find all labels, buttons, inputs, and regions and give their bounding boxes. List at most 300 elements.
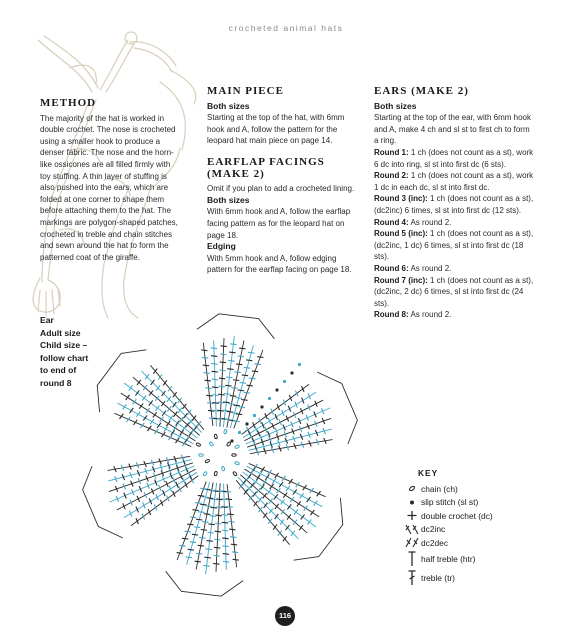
double-crochet-mark — [236, 398, 242, 399]
key-item-half-treble: half treble (htr) — [404, 550, 493, 569]
double-crochet-mark — [242, 375, 248, 376]
double-crochet-mark — [204, 373, 210, 374]
double-crochet-mark — [215, 515, 221, 516]
double-crochet-mark — [210, 507, 216, 508]
double-crochet-mark — [310, 488, 314, 493]
double-crochet-mark — [249, 378, 255, 379]
double-crochet-mark — [263, 480, 267, 485]
double-crochet-mark — [136, 518, 139, 524]
double-crochet-mark — [123, 404, 127, 409]
chain-mark — [199, 454, 203, 457]
double-crochet-mark — [302, 398, 305, 404]
treble-symbol-icon — [404, 569, 420, 587]
chain-mark — [205, 459, 210, 463]
double-crochet-mark — [214, 539, 220, 540]
double-crochet-mark — [255, 426, 258, 432]
dc2inc-symbol-icon — [404, 523, 420, 536]
chain-mark — [224, 429, 228, 434]
double-crochet-mark — [157, 423, 161, 428]
double-crochet-mark — [162, 411, 166, 416]
double-crochet-mark — [204, 514, 210, 515]
round-1: Round 1: 1 ch (does not count as a st), work 6 dc into ring, sl st into first dc (6 sts). — [374, 147, 534, 169]
dc2dec-symbol-icon — [404, 536, 420, 549]
double-crochet-mark — [203, 565, 209, 566]
ear-chart-caption: Ear Adult size Child size – follow chart to end of round 8 — [40, 315, 89, 388]
double-crochet-mark — [200, 488, 206, 489]
double-crochet-mark — [182, 426, 186, 431]
double-crochet-mark — [239, 348, 245, 349]
double-crochet-mark — [166, 421, 170, 426]
double-crochet-mark — [160, 500, 163, 506]
double-crochet-mark — [222, 410, 228, 411]
double-crochet-mark — [290, 497, 294, 502]
double-crochet-mark — [139, 404, 143, 409]
double-crochet-mark — [156, 406, 160, 411]
double-crochet-mark — [167, 406, 171, 411]
double-crochet-mark — [222, 538, 228, 539]
chain-mark — [221, 466, 225, 471]
double-crochet-mark — [223, 554, 229, 555]
double-crochet-mark — [281, 509, 285, 514]
double-crochet-mark — [142, 395, 146, 400]
double-crochet-mark — [209, 516, 215, 517]
double-crochet-mark — [294, 509, 298, 514]
double-crochet-mark — [282, 410, 285, 416]
double-crochet-mark — [188, 549, 194, 550]
double-crochet-mark — [214, 547, 220, 548]
double-crochet-mark — [211, 348, 217, 349]
stitch-column-line — [224, 484, 227, 570]
double-crochet-mark — [149, 498, 152, 504]
double-crochet-mark — [196, 519, 202, 520]
double-crochet-mark — [295, 402, 298, 408]
double-crochet-mark — [205, 388, 211, 389]
double-crochet-mark — [218, 394, 224, 395]
double-crochet-mark — [230, 396, 236, 397]
stitch-column-line — [230, 345, 253, 428]
main-piece-subheading: Both sizes — [207, 100, 250, 111]
double-crochet-mark — [143, 385, 147, 390]
double-crochet-mark — [268, 418, 271, 424]
double-crochet-mark — [265, 413, 268, 419]
double-crochet-mark — [233, 380, 239, 381]
double-crochet-mark — [228, 403, 234, 404]
double-crochet-mark — [202, 357, 208, 358]
double-crochet-mark — [194, 561, 200, 562]
double-crochet-mark — [232, 552, 238, 553]
stitch-column-line — [214, 340, 217, 426]
round-7: Round 7 (inc): 1 ch (does not count as a st), (dc2inc, 2 dc) 6 times, sl st into first dc (24 sts). — [374, 275, 534, 308]
double-crochet-mark — [196, 553, 202, 554]
double-crochet-mark — [222, 546, 228, 547]
double-crochet-mark — [265, 475, 269, 480]
chain-mark — [214, 471, 218, 476]
double-crochet-mark — [205, 549, 211, 550]
double-crochet-mark — [169, 416, 173, 421]
stitch-column-line — [150, 365, 203, 430]
double-crochet-mark — [150, 419, 154, 424]
double-crochet-mark — [119, 414, 123, 419]
double-crochet-mark — [244, 367, 250, 368]
stitch-column-line — [110, 466, 195, 502]
double-crochet-mark — [200, 504, 206, 505]
double-crochet-mark — [215, 531, 221, 532]
earflap-subheading-edging: Edging — [207, 241, 236, 252]
double-crochet-mark — [223, 402, 229, 403]
page-number: 116 — [275, 606, 295, 626]
slip-stitch-symbol-icon — [404, 496, 420, 509]
half-treble-symbol-icon — [404, 550, 420, 568]
double-crochet-mark — [153, 412, 157, 417]
double-crochet-mark — [142, 514, 145, 520]
double-crochet-mark — [194, 527, 200, 528]
double-crochet-mark — [314, 501, 318, 506]
double-crochet-mark — [228, 522, 234, 523]
ears-intro: Starting at the top of the ear, with 6mm hook and A, make 4 ch and sl st to first ch to form a ring. — [374, 113, 531, 146]
chain-edge-outline — [294, 498, 343, 560]
double-crochet-mark — [133, 420, 137, 425]
key-item-treble: treble (tr) — [404, 569, 493, 588]
key-item-dc2inc: dc2inc — [404, 523, 493, 537]
double-crochet-mark — [252, 371, 258, 372]
double-crochet-mark — [293, 489, 297, 494]
double-crochet-mark — [146, 408, 150, 413]
double-crochet-mark — [205, 380, 211, 381]
double-crochet-mark — [304, 506, 308, 511]
double-crochet-mark — [186, 557, 192, 558]
double-crochet-mark — [198, 512, 204, 513]
double-crochet-mark — [182, 538, 188, 539]
stitch-column-line — [240, 475, 307, 533]
double-crochet-mark — [224, 394, 230, 395]
double-crochet-mark — [228, 360, 234, 361]
slip-stitch-mark — [245, 422, 248, 425]
double-crochet-mark — [176, 482, 179, 488]
ears-subheading: Both sizes — [374, 100, 417, 111]
method-body: The majority of the hat is worked in double crochet. The nose is crocheted using a smaller hook to produce a denser fabric. The nose and the horn-like ossicones are all filled firmly with toy stuffing. A thin layer of stuffing is also pushed into the ears, which are folded at one corner to shape them before attaching them to the hat. The markings are polygon-shaped patches, crocheted in treble and chain stitches and sewn around the hat to form the patterned coat of the giraffe. — [40, 113, 178, 262]
double-crochet-mark — [201, 529, 207, 530]
slip-stitch-mark — [230, 439, 233, 442]
double-crochet-mark — [272, 478, 276, 483]
chain-mark — [214, 434, 218, 439]
double-crochet-mark — [248, 352, 254, 353]
double-crochet-mark — [222, 522, 228, 523]
double-crochet-mark — [270, 484, 274, 489]
double-crochet-mark — [236, 364, 242, 365]
double-crochet-mark — [220, 346, 226, 347]
double-crochet-mark — [177, 553, 183, 554]
chain-edge-outline — [197, 314, 274, 339]
double-crochet-mark — [223, 561, 229, 562]
double-crochet-mark — [229, 352, 235, 353]
double-crochet-mark — [222, 530, 228, 531]
double-crochet-mark — [263, 493, 267, 498]
double-crochet-mark — [269, 499, 273, 504]
double-crochet-mark — [238, 356, 244, 357]
double-crochet-mark — [160, 417, 164, 422]
double-crochet-mark — [288, 406, 291, 412]
double-crochet-mark — [283, 400, 286, 406]
double-crochet-mark — [195, 503, 201, 504]
double-crochet-mark — [198, 545, 204, 546]
double-crochet-mark — [149, 390, 153, 395]
double-crochet-mark — [231, 388, 237, 389]
double-crochet-mark — [227, 411, 233, 412]
double-crochet-mark — [154, 504, 157, 510]
double-crochet-mark — [246, 360, 252, 361]
double-crochet-mark — [259, 418, 262, 424]
key-title: KEY — [418, 468, 439, 478]
slip-stitch-mark — [268, 397, 271, 400]
chain-mark — [209, 442, 214, 447]
double-crochet-mark — [205, 506, 211, 507]
double-crochet-mark — [215, 523, 221, 524]
double-crochet-mark — [185, 482, 188, 488]
double-crochet-mark — [220, 362, 226, 363]
stitch-column-line — [131, 476, 198, 526]
double-crochet-mark — [168, 435, 172, 440]
double-crochet-mark — [262, 422, 265, 428]
double-crochet-mark — [147, 426, 151, 431]
double-crochet-mark — [212, 379, 218, 380]
double-crochet-mark — [169, 486, 172, 492]
double-crochet-mark — [178, 434, 182, 439]
double-crochet-mark — [274, 494, 278, 499]
key-item-dc2dec: dc2dec — [404, 536, 493, 550]
double-crochet-mark — [190, 542, 196, 543]
double-crochet-mark — [221, 515, 227, 516]
double-crochet-mark — [300, 493, 304, 498]
double-crochet-mark — [185, 531, 191, 532]
double-crochet-mark — [164, 426, 168, 431]
double-crochet-mark — [192, 534, 198, 535]
double-crochet-mark — [173, 425, 177, 430]
double-crochet-mark — [175, 438, 179, 443]
double-crochet-mark — [213, 563, 219, 564]
double-crochet-mark — [126, 417, 130, 422]
stitch-column-line — [246, 408, 331, 444]
double-crochet-mark — [238, 390, 244, 391]
round-4: Round 4: As round 2. — [374, 217, 452, 227]
method-heading: METHOD — [40, 97, 97, 109]
double-crochet-mark — [303, 485, 307, 490]
slip-stitch-mark — [238, 431, 241, 434]
stitch-column-line — [187, 482, 210, 565]
double-crochet-mark — [163, 490, 166, 496]
chain-mark — [226, 442, 231, 447]
earflap-edging-body: With 5mm hook and A, follow edging pattern for the earflap facing on page 18. — [207, 253, 352, 275]
double-crochet-mark — [239, 407, 245, 408]
stitch-column-line — [133, 377, 200, 435]
slip-stitch-mark — [298, 363, 301, 366]
round-8: Round 8: As round 2. — [374, 310, 452, 320]
double-crochet-mark — [231, 544, 237, 545]
double-crochet-mark — [240, 382, 246, 383]
double-crochet-mark — [277, 488, 281, 493]
earflap-body: With 6mm hook and A, follow the earflap facing pattern as for the leopard hat on page 18. — [207, 207, 351, 240]
double-crochet-mark — [281, 499, 285, 504]
double-crochet-mark — [187, 524, 193, 525]
double-crochet-mark — [136, 507, 139, 513]
double-crochet-mark — [254, 479, 258, 484]
double-crochet-mark — [246, 385, 252, 386]
double-crochet-mark — [143, 502, 146, 508]
stitch-column-line — [242, 384, 309, 434]
double-crochet-mark — [302, 386, 305, 392]
double-crochet-mark — [161, 401, 165, 406]
double-crochet-mark — [293, 520, 297, 525]
double-crochet-mark — [140, 423, 144, 428]
main-piece-body: Starting at the top of the hat, with 6mm hook and A, follow the pattern for the leopard hat main piece on page 14. — [207, 113, 345, 146]
double-crochet-mark — [202, 497, 208, 498]
double-crochet-mark — [310, 510, 314, 515]
stitch-column-line — [247, 466, 323, 507]
chain-mark — [233, 471, 238, 476]
stitch-column-line — [206, 483, 217, 574]
double-crochet-mark — [212, 395, 218, 396]
double-crochet-mark — [244, 392, 250, 393]
stitch-key — [404, 468, 493, 588]
double-crochet-mark — [135, 390, 139, 395]
key-item-chain: chain (ch) — [404, 482, 493, 496]
double-crochet-mark — [156, 494, 159, 500]
double-crochet-mark — [253, 422, 256, 428]
double-crochet-mark — [301, 514, 305, 519]
double-crochet-mark — [211, 363, 217, 364]
double-crochet-mark — [129, 385, 133, 390]
key-item-slip-stitch: slip stitch (sl st) — [404, 496, 493, 510]
double-crochet-mark — [287, 504, 291, 509]
double-crochet-mark — [257, 488, 261, 493]
double-crochet-mark — [179, 545, 185, 546]
double-crochet-mark — [227, 369, 233, 370]
double-crochet-mark — [287, 514, 291, 519]
round-5: Round 5 (inc): 1 ch (does not count as a st), (dc2inc, 1 dc) 6 times, sl st into first dc (18 sts). — [374, 229, 534, 262]
double-crochet-mark — [137, 380, 141, 385]
double-crochet-mark — [286, 486, 290, 491]
slip-stitch-mark — [260, 405, 263, 408]
double-crochet-mark — [219, 386, 225, 387]
double-crochet-mark — [211, 499, 217, 500]
double-crochet-mark — [233, 421, 239, 422]
double-crochet-mark — [129, 408, 133, 413]
double-crochet-mark — [296, 482, 300, 487]
double-crochet-mark — [173, 412, 177, 417]
double-crochet-mark — [256, 475, 260, 480]
double-crochet-mark — [206, 541, 212, 542]
chain-mark — [235, 445, 240, 449]
double-crochet-mark — [279, 482, 283, 487]
chain-mark — [232, 454, 236, 457]
double-crochet-mark — [267, 489, 271, 494]
round-2: Round 2: 1 ch (does not count as a st), work 1 dc in each dc, sl st into first dc. — [374, 171, 534, 192]
double-crochet-mark — [155, 396, 159, 401]
double-crochet-mark — [201, 350, 207, 351]
stitch-column-line — [236, 480, 289, 545]
chain-edge-outline — [97, 350, 146, 412]
double-crochet-mark — [190, 517, 196, 518]
double-crochet-mark — [207, 532, 213, 533]
double-crochet-mark — [258, 471, 262, 476]
double-crochet-mark — [307, 497, 311, 502]
double-crochet-mark — [219, 378, 225, 379]
double-crochet-mark — [180, 430, 184, 435]
double-crochet-mark — [171, 430, 175, 435]
double-crochet-mark — [220, 354, 226, 355]
slip-stitch-mark — [290, 371, 293, 374]
chain-edge-outline — [166, 571, 243, 596]
double-crochet-mark — [132, 399, 136, 404]
double-crochet-mark — [230, 537, 236, 538]
double-crochet-mark — [271, 409, 274, 415]
double-crochet-mark — [225, 385, 231, 386]
double-crochet-mark — [149, 401, 153, 406]
round-6: Round 6: As round 2. — [374, 263, 452, 273]
double-crochet-mark — [211, 356, 217, 357]
double-crochet-mark — [180, 417, 184, 422]
double-crochet-mark — [261, 484, 265, 489]
double-crochet-mark — [161, 432, 165, 437]
double-crochet-mark — [230, 344, 236, 345]
double-crochet-mark — [241, 400, 247, 401]
double-crochet-mark — [208, 524, 214, 525]
double-crochet-mark — [282, 476, 286, 481]
double-crochet-mark — [233, 405, 239, 406]
slip-stitch-mark — [275, 388, 278, 391]
chain-edge-outline — [317, 372, 357, 444]
double-crochet-mark — [275, 504, 279, 509]
double-crochet-mark — [136, 412, 140, 417]
double-crochet-mark — [254, 364, 260, 365]
double-crochet-mark — [176, 421, 180, 426]
chain-mark — [203, 471, 208, 476]
double-crochet-mark — [297, 501, 301, 506]
earflap-heading: EARFLAP FACINGS (MAKE 2) — [207, 155, 325, 180]
double-crochet-mark — [203, 365, 209, 366]
stitch-column-line — [118, 403, 194, 444]
double-crochet-mark — [317, 491, 321, 496]
stitch-column-line — [216, 483, 220, 572]
double-crochet-mark — [257, 357, 263, 358]
double-crochet-mark — [211, 371, 217, 372]
earflap-subheading-sizes: Both sizes — [207, 194, 250, 205]
stitch-column-line — [223, 336, 234, 427]
double-crochet-mark — [167, 495, 170, 501]
double-crochet-mark — [186, 422, 190, 427]
double-crochet-mark — [226, 377, 232, 378]
main-piece-heading: MAIN PIECE — [207, 85, 284, 97]
double-crochet-mark — [261, 467, 265, 472]
double-crochet-mark — [277, 404, 280, 410]
stitch-column-line — [124, 472, 197, 517]
running-header: crocheted animal hats — [228, 23, 344, 33]
double-crochet-mark — [308, 393, 311, 399]
double-crochet-mark — [198, 495, 204, 496]
double-crochet-mark — [202, 522, 208, 523]
slip-stitch-mark — [253, 414, 256, 417]
double-crochet-mark — [219, 370, 225, 371]
double-crochet-mark — [154, 429, 158, 434]
double-crochet-mark — [199, 537, 205, 538]
double-crochet-mark — [231, 413, 237, 414]
ears-heading: EARS (MAKE 2) — [374, 85, 469, 97]
double-crochet-mark — [236, 414, 242, 415]
double-crochet-mark — [289, 395, 292, 401]
double-crochet-mark — [251, 483, 255, 488]
chain-edge-outline — [83, 466, 123, 538]
double-crochet-mark — [212, 387, 218, 388]
chain-symbol-icon — [404, 482, 420, 495]
